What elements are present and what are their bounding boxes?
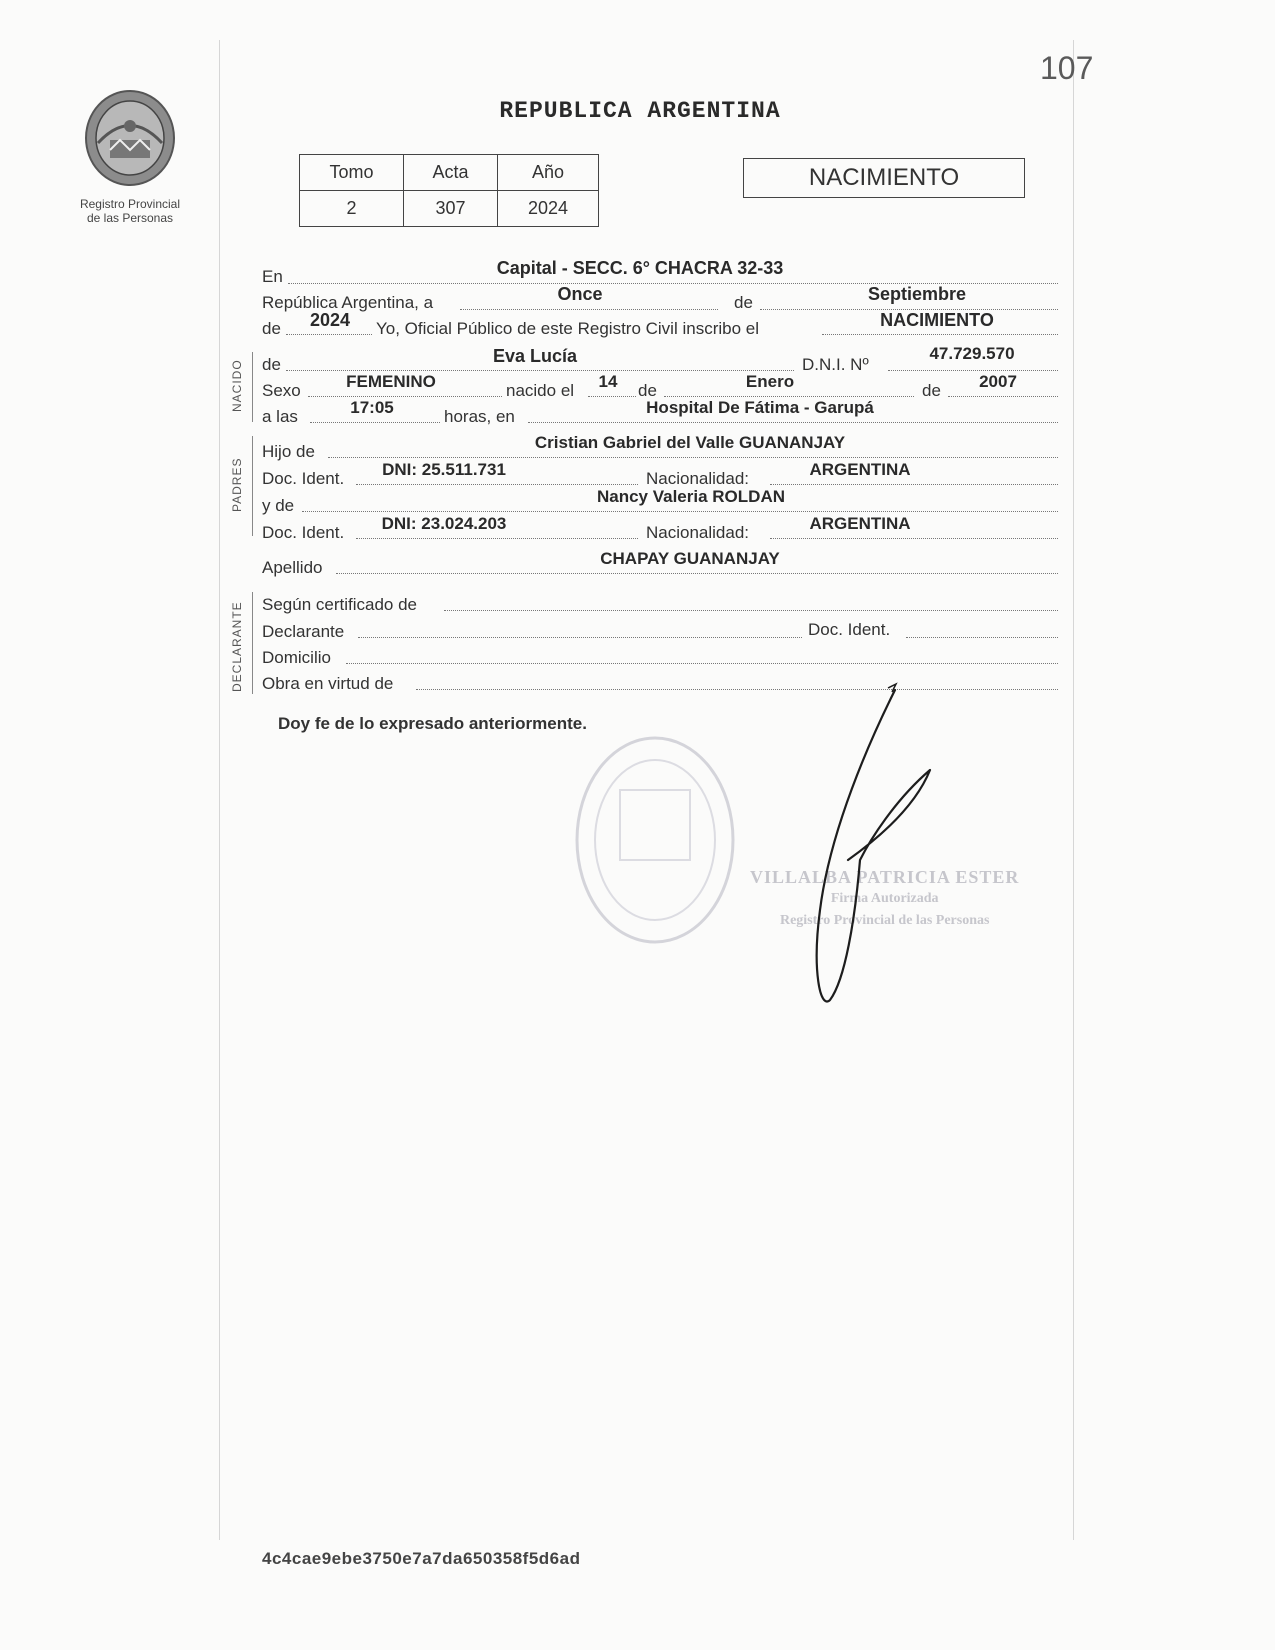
label-doc-ident-declarante: Doc. Ident. — [808, 620, 891, 639]
field-apellido: CHAPAY GUANANJAY — [600, 549, 780, 568]
dots — [356, 538, 638, 539]
field-dni: 47.729.570 — [929, 344, 1015, 363]
field-padre: Cristian Gabriel del Valle GUANANJAY — [534, 433, 846, 452]
handwritten-signature — [800, 680, 960, 1020]
dots — [906, 637, 1058, 638]
label-dni: D.N.I. Nº — [802, 355, 869, 374]
field-acto: NACIMIENTO — [880, 310, 994, 330]
dots — [328, 457, 1058, 458]
field-padre-nac: ARGENTINA — [809, 460, 911, 479]
dots — [286, 334, 372, 335]
label-domicilio: Domicilio — [262, 648, 331, 667]
label-republica: República Argentina, a — [262, 293, 434, 312]
dots — [416, 689, 1058, 690]
dots — [358, 637, 802, 638]
header-anio: Año — [498, 155, 599, 191]
section-rule — [252, 592, 253, 694]
side-label-padres: PADRES — [230, 457, 244, 512]
dots — [888, 370, 1058, 371]
label-de: de — [734, 293, 753, 312]
logo-caption-line1: Registro Provincial — [79, 197, 181, 211]
label-de: de — [262, 355, 281, 374]
side-label-nacido: NACIDO — [230, 359, 244, 412]
field-anio: 2024 — [309, 310, 351, 330]
field-nac-anio: 2007 — [979, 372, 1017, 391]
official-name: VILLALBA PATRICIA ESTER — [750, 867, 1020, 887]
label-nacido-el: nacido el — [506, 381, 575, 400]
closing-statement: Doy fe de lo expresado anteriormente. — [278, 714, 587, 733]
label-nacionalidad: Nacionalidad: — [646, 523, 750, 542]
section-rule — [252, 436, 253, 536]
field-dia: Once — [557, 284, 603, 304]
label-en: En — [262, 267, 283, 286]
field-hora: 17:05 — [350, 398, 394, 417]
label-doc-ident: Doc. Ident. — [262, 523, 345, 542]
dots — [770, 484, 1058, 485]
logo-caption-line2: de las Personas — [86, 211, 174, 225]
logo-caption — [65, 197, 195, 225]
dots — [822, 334, 1058, 335]
field-madre-nac: ARGENTINA — [809, 514, 911, 533]
dots — [346, 663, 1058, 664]
label-doc-ident: Doc. Ident. — [262, 469, 345, 488]
official-office: Registro Provincial de las Personas — [779, 913, 990, 928]
dots — [588, 396, 636, 397]
provincial-seal-logo — [80, 88, 180, 188]
dots — [770, 538, 1058, 539]
field-sexo: FEMENINO — [346, 372, 436, 391]
label-segun-certificado: Según certificado de — [262, 595, 417, 614]
header-tomo: Tomo — [300, 155, 404, 191]
field-mes: Septiembre — [867, 284, 967, 304]
section-rule — [252, 352, 253, 422]
field-lugar-nac: Hospital De Fátima - Garupá — [646, 398, 874, 417]
dots — [356, 484, 638, 485]
field-lugar: Capital - SECC. 6° CHACRA 32-33 — [496, 258, 784, 278]
field-padre-doc: DNI: 25.511.731 — [382, 460, 506, 479]
field-nombre: Eva Lucía — [492, 346, 578, 366]
page-number: 107 — [1040, 50, 1094, 86]
document-hash: 4c4cae9ebe3750e7a7da650358f5d6ad — [262, 1549, 581, 1568]
registry-value-row — [300, 191, 599, 227]
side-label-declarante: DECLARANTE — [230, 601, 244, 692]
label-hijo-de: Hijo de — [262, 442, 315, 461]
dots — [302, 511, 1058, 512]
header-acta: Acta — [404, 155, 498, 191]
label-de: de — [638, 381, 657, 400]
label-horas-en: horas, en — [444, 407, 515, 426]
label-yo-oficial: Yo, Oficial Público de este Registro Civil inscribo el — [376, 319, 759, 338]
dots — [948, 396, 1058, 397]
document-title: REPUBLICA ARGENTINA — [499, 98, 781, 124]
dots — [528, 422, 1058, 423]
dots — [444, 610, 1058, 611]
field-nac-dia: 14 — [598, 372, 618, 391]
registry-header-row — [300, 155, 599, 191]
field-madre: Nancy Valeria ROLDAN — [596, 487, 785, 506]
label-nacionalidad: Nacionalidad: — [646, 469, 750, 488]
dots — [664, 396, 914, 397]
value-tomo: 2 — [300, 191, 404, 227]
label-a-las: a las — [262, 407, 298, 426]
field-nac-mes: Enero — [745, 372, 795, 391]
field-madre-doc: DNI: 23.024.203 — [381, 514, 507, 533]
label-declarante: Declarante — [262, 622, 345, 641]
dots — [460, 309, 718, 310]
value-anio: 2024 — [498, 191, 599, 227]
right-margin-line — [1073, 40, 1074, 1540]
dots — [336, 573, 1058, 574]
label-de: de — [922, 381, 941, 400]
label-de: de — [262, 319, 281, 338]
dots — [308, 396, 502, 397]
dots — [286, 370, 794, 371]
label-apellido: Apellido — [262, 558, 323, 577]
label-y-de: y de — [262, 496, 295, 515]
label-sexo: Sexo — [262, 381, 301, 400]
value-acta: 307 — [404, 191, 498, 227]
label-obra-en-virtud: Obra en virtud de — [262, 674, 394, 693]
official-role: Firma Autorizada — [830, 891, 939, 906]
left-margin-line — [219, 40, 220, 1540]
faded-round-stamp — [570, 730, 740, 950]
registry-table — [299, 154, 599, 227]
dots — [310, 422, 440, 423]
record-type-box: NACIMIENTO — [743, 158, 1025, 198]
